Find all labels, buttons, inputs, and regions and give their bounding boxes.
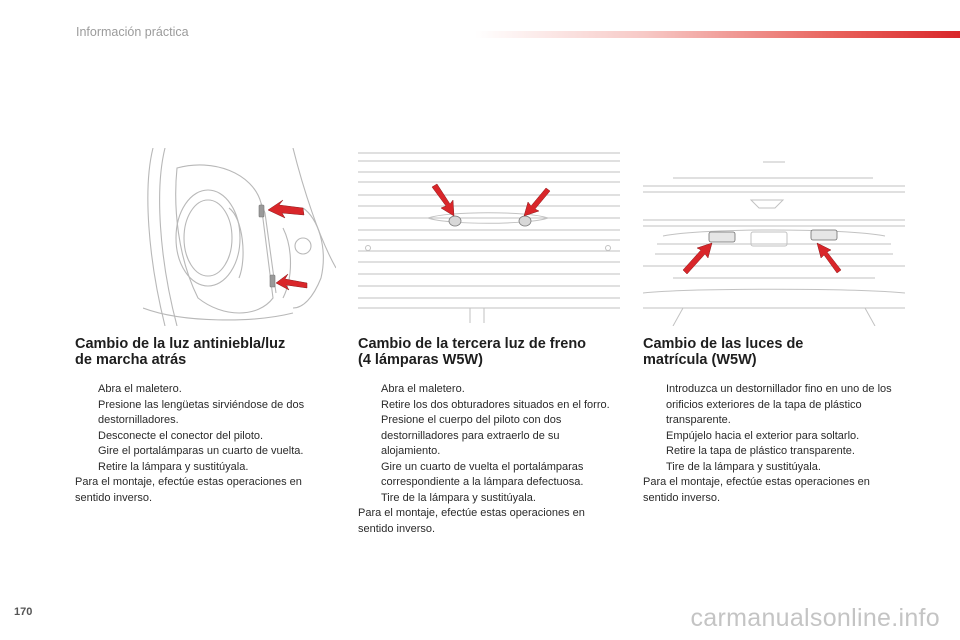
plate-lights-drawing (643, 148, 905, 326)
step-item: Abra el maletero. (98, 383, 182, 395)
section-title-line1: Cambio de la luz antiniebla/luz (75, 336, 286, 352)
step-item: Introduzca un destornillador fino en uno de los orificios exteriores de la tapa de plástico transparente. (666, 383, 892, 426)
illustration-plate-lights (643, 148, 905, 326)
header-accent-bar (475, 31, 960, 38)
chapter-title: Información práctica (76, 25, 189, 39)
section-title (358, 336, 620, 368)
step-item: Presione las lengüetas sirviéndose de dos destornilladores. (98, 398, 305, 426)
step-item: Retire la lámpara y sustitúyala. (98, 460, 249, 473)
section-third-brake-light (358, 336, 620, 537)
step-item: Presione el cuerpo del piloto con dos destornilladores para extraerlo de su alojamiento. (381, 414, 562, 457)
arrow-right (817, 243, 841, 273)
step-item: Empújelo hacia el exterior para soltarlo. (666, 429, 860, 442)
arrow-upper (268, 200, 304, 218)
step-item: Tire de la lámpara y sustitúyala. (666, 460, 821, 473)
step-item: Desconecte el conector del piloto. (98, 429, 264, 442)
arrow-left (432, 184, 454, 216)
section-title (643, 336, 905, 368)
steps-list (75, 382, 337, 475)
step-item: Retire la tapa de plástico transparente. (666, 445, 855, 457)
step-item: Abra el maletero. (381, 383, 465, 395)
steps-list (358, 382, 620, 506)
illustration-fog-reverse-lamp (143, 148, 336, 326)
arrow-lower (276, 274, 307, 290)
steps-list (643, 382, 905, 475)
closing-note: Para el montaje, efectúe estas operaciones en sentido inverso. (75, 476, 302, 504)
page-number: 170 (14, 606, 33, 618)
section-fog-reverse-lamp (75, 336, 337, 506)
section-title-line2: de marcha atrás (75, 352, 187, 368)
step-item: Retire los dos obturadores situados en el forro. (381, 398, 610, 411)
section-plate-lights (643, 336, 905, 506)
arrow-left (683, 243, 712, 274)
step-item: Gire el portalámparas un cuarto de vuelta. (98, 445, 304, 457)
closing-note: Para el montaje, efectúe estas operaciones en sentido inverso. (643, 476, 870, 504)
section-title-line2: (4 lámparas W5W) (358, 352, 483, 368)
section-title-line1: Cambio de la tercera luz de freno (358, 336, 587, 352)
step-item: Tire de la lámpara y sustitúyala. (381, 491, 536, 504)
step-item: Gire un cuarto de vuelta el portalámparas correspondiente a la lámpara defectuosa. (381, 460, 584, 488)
section-title-line1: Cambio de las luces de (643, 336, 804, 352)
brake-light-drawing (358, 148, 620, 326)
arrow-right (524, 188, 550, 216)
fog-lamp-drawing (143, 148, 336, 326)
illustration-third-brake-light (358, 148, 620, 326)
section-title (75, 336, 337, 368)
closing-note: Para el montaje, efectúe estas operaciones en sentido inverso. (358, 507, 585, 535)
section-title-line2: matrícula (W5W) (643, 352, 757, 368)
watermark: carmanualsonline.info (690, 604, 940, 632)
